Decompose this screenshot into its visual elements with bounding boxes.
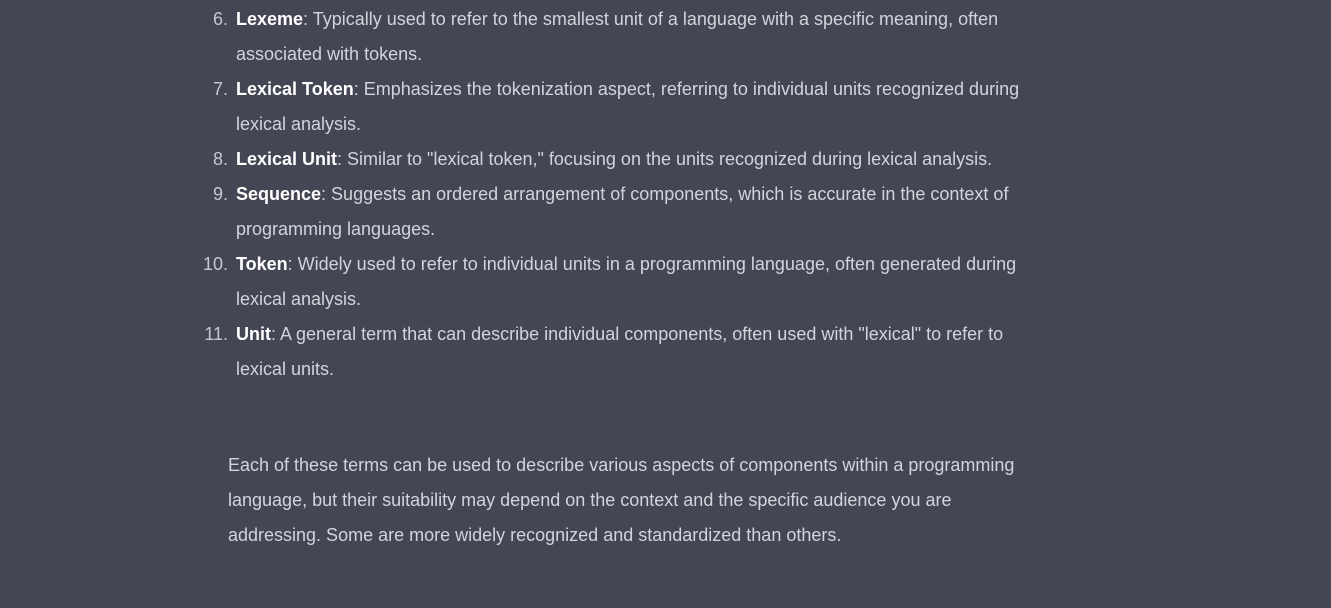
list-number: 7. <box>212 79 228 99</box>
list-item <box>0 247 1040 317</box>
list-item-body <box>236 317 1046 387</box>
list-item-body <box>236 177 1046 247</box>
list-item <box>0 317 1040 387</box>
list-number: 6. <box>212 9 228 29</box>
term-name: Token <box>236 254 288 274</box>
list-number: 9. <box>212 184 228 204</box>
term-description: : Widely used to refer to individual units in a programming language, often generated during lexical analysis. <box>236 254 1017 309</box>
list-number: 11. <box>204 324 228 344</box>
list-item <box>0 142 1040 177</box>
list-number: 10. <box>202 254 228 274</box>
term-description: : Suggests an ordered arrangement of components, which is accurate in the context of programming languages. <box>236 184 1009 239</box>
term-description: : Emphasizes the tokenization aspect, referring to individual units recognized during lexical analysis. <box>236 79 1020 134</box>
list-item-body <box>236 72 1046 142</box>
term-name: Lexeme <box>236 9 304 29</box>
term-name: Lexical Token <box>236 79 354 99</box>
term-name: Lexical Unit <box>236 149 338 169</box>
term-name: Sequence <box>236 184 322 204</box>
summary-paragraph: Each of these terms can be used to describe various aspects of components within a programming language, but their suitability may depend on the context and the specific audience you are addressing. Some are more widely recognized and standardized than others. <box>228 455 1015 545</box>
list-number: 8. <box>212 149 228 169</box>
term-description: : Typically used to refer to the smallest unit of a language with a specific meaning, often associated with tokens. <box>236 9 999 64</box>
list-item <box>0 2 1040 72</box>
term-name: Unit <box>236 324 271 344</box>
term-list <box>0 2 1040 387</box>
list-item <box>0 177 1040 247</box>
term-description: : A general term that can describe individual components, often used with "lexical" to refer to lexical units. <box>236 324 1004 379</box>
list-item-body <box>236 247 1046 317</box>
term-description: : Similar to "lexical token," focusing on the units recognized during lexical analysis. <box>337 149 993 169</box>
list-item-body <box>236 142 1046 177</box>
list-item <box>0 72 1040 142</box>
list-item-body <box>236 2 1046 72</box>
